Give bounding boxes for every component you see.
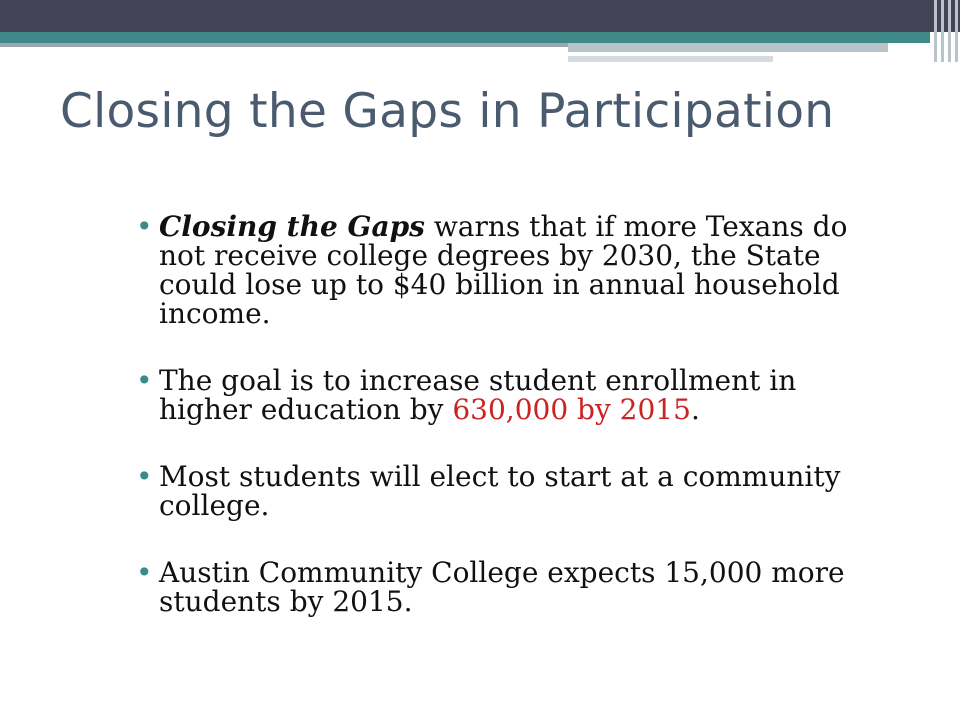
header-vertical-stripe — [948, 0, 951, 62]
header-vertical-stripe — [955, 0, 958, 62]
header-stripe — [0, 43, 568, 47]
bullet-icon: • — [136, 556, 153, 589]
header-stripe — [568, 43, 888, 52]
bullet-item — [136, 558, 876, 616]
bullet-text: warns that if more Texans do not receive college degrees by 2030, the State could lose up to $40 billion in annual household income. — [159, 210, 848, 330]
header-stripe — [568, 56, 773, 62]
header-vertical-stripe — [941, 0, 944, 62]
slide-title: Closing the Gaps in Participation — [60, 84, 835, 139]
header-bar-dark — [0, 0, 960, 32]
bullet-emphasis: Closing the Gaps — [159, 210, 425, 243]
bullet-text: Most students will elect to start at a community college. — [159, 460, 841, 522]
bullet-item — [136, 462, 876, 520]
bullet-item — [136, 366, 876, 424]
bullet-icon: • — [136, 364, 153, 397]
bullet-highlight: 630,000 by 2015 — [452, 393, 691, 426]
bullet-text: Austin Community College expects 15,000 more students by 2015. — [159, 556, 845, 618]
header-vertical-stripe — [934, 0, 937, 62]
bullet-icon: • — [136, 210, 153, 243]
bullet-icon: • — [136, 460, 153, 493]
bullet-list — [136, 212, 876, 616]
bullet-text: . — [690, 393, 700, 426]
bullet-text: The goal is to increase student enrollment in higher education by — [159, 364, 797, 426]
bullet-item — [136, 212, 876, 328]
header-bar-accent — [0, 32, 930, 43]
